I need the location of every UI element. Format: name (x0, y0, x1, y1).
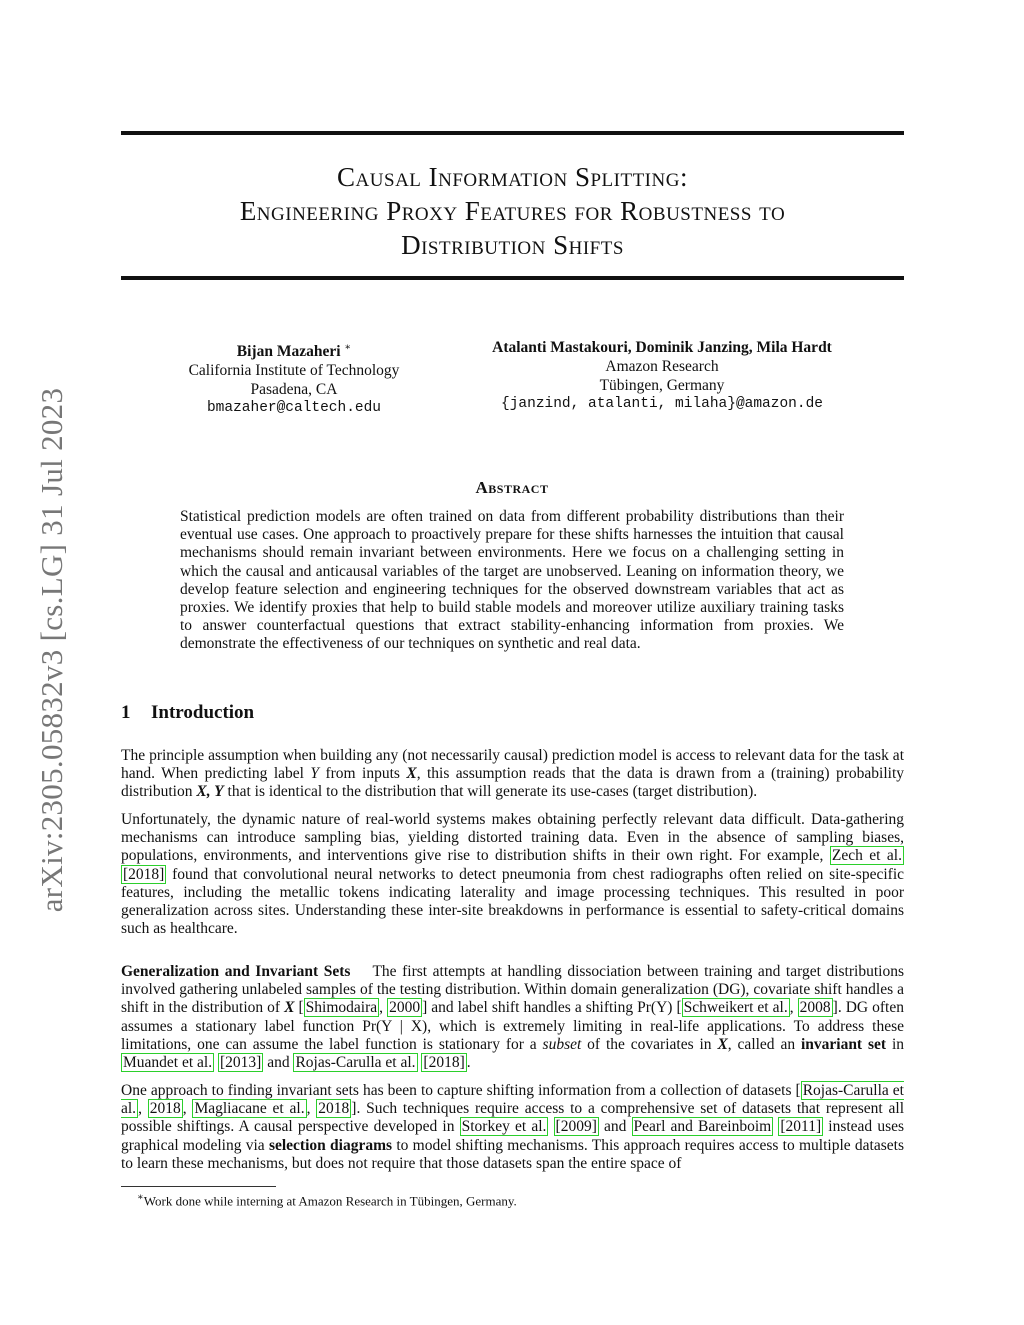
author-name: Bijan Mazaheri (236, 343, 341, 361)
footnote (137, 1192, 517, 1209)
citation-year-link[interactable]: [2018] (423, 1054, 465, 1072)
title-line-1: Causal Information Splitting: (337, 162, 688, 192)
citation-year-link[interactable]: [2018] (123, 865, 165, 883)
section-heading (121, 702, 254, 724)
author-names: Atalanti Mastakouri, Dominik Janzing, Mila Hardt (492, 339, 832, 356)
paragraph-3: Generalization and Invariant Sets The first attempts at handling dissociation between training and target distributions involved gathering unlabeled samples of the testing distribution. Within domain generalization (DG), covariate shift handles a shift in the distribution of X [ Shimodaira , 2000 ] and label shift handles a shifting Pr(Y) [ Schweikert et al. , 2008 ]. DG often assumes a stationary label function Pr(Y | X), which is extremely limiting in real-life applications. To address these limitations, one can assume the label function is stationary for a subset of the covariates in X, called an invariant set in Muandet et al. [2013] and Rojas-Carulla et al. [2018] . (121, 963, 905, 1072)
citation-year-link[interactable]: 2018 (318, 1100, 350, 1118)
author-location: Tübingen, Germany (599, 377, 725, 394)
math-XY: X, Y (196, 783, 224, 801)
author-email[interactable]: bmazaher@caltech.edu (206, 400, 382, 417)
paragraph-2: Unfortunately, the dynamic nature of real-world systems makes obtaining perfectly relevant data difficult. Data-gathering mechanisms can introduce sampling bias, yielding distorted training data. Even in the absence of sampling biases, populations, environments, and interventions give rise to distribution shifts in their own right. For example, Zech et al. [2018] found that convolutional neural networks to detect pneumonia from chest radiographs often relied on site-specific features, including the metallic tokens indicating laterality and image processing techniques. This resulted in poor generalization across sites. Understanding these inter-site breakdowns in performance is essential to safety-critical domains such as healthcare. (121, 811, 904, 938)
abstract-heading: Abstract (475, 478, 549, 497)
citation-link[interactable]: Magliacane et al. (194, 1100, 305, 1118)
citation-year-link[interactable]: 2000 (389, 999, 421, 1017)
section-number: 1 (121, 702, 131, 723)
citation-year-link[interactable]: 2018 (149, 1100, 181, 1118)
citation-year-link[interactable]: [2009] (555, 1118, 597, 1136)
author-affiliation: Amazon Research (605, 358, 719, 375)
citation-link[interactable]: Pearl and Bareinboim (633, 1118, 772, 1136)
title-top-rule (121, 131, 904, 135)
citation-link[interactable]: Zech et al. (831, 847, 902, 865)
title-bottom-rule (121, 276, 904, 280)
author-affiliation: California Institute of Technology (188, 362, 400, 380)
citation-link[interactable]: Storkey et al. (461, 1118, 547, 1136)
citation-link[interactable]: Shimodaira (305, 999, 378, 1017)
paragraph-heading: Generalization and Invariant Sets (121, 963, 351, 980)
paragraph-4: One approach to finding invariant sets has been to capture shifting information from a collection of datasets [ Rojas-Carulla et al. , 2018 , Magliacane et al. , 2018 ]. Such techniques require access to a comprehensive set of datasets that represent all possible shiftings. A causal perspective developed in Storkey et al. [2009] and Pearl and Bareinboim [2011] instead uses graphical modeling via selection diagrams to model shifting mechanisms. This approach requires access to multiple datasets to learn these mechanisms, but does not require that those datasets span the entire space of (121, 1082, 905, 1172)
citation-link[interactable]: Rojas-Carulla et al. (295, 1054, 416, 1072)
author-location: Pasadena, CA (250, 381, 338, 399)
footnote-rule (121, 1186, 276, 1187)
citation-year-link[interactable]: [2013] (219, 1054, 262, 1072)
author-footnote-mark: ∗ (344, 342, 352, 353)
paragraph-1: The principle assumption when building any (not necessarily causal) prediction model is access to relevant data for the task at hand. When predicting label Y from inputs X, this assumption reads that the data is drawn from a (training) probability distribution X, Y that is identical to the distribution that will generate its use-cases (target distribution). (121, 747, 905, 801)
citation-link[interactable]: Muandet et al. (123, 1054, 213, 1072)
abstract-text: Statistical prediction models are often trained on data from different probability distributions than their eventual use cases. One approach to proactively prepare for these shifts harnesses the intuition that causal mechanisms should remain invariant between environments. Here we focus on a challenging setting in which the causal and anticausal variables of the target are unobserved. Leaning on information theory, we develop feature selection and engineering techniques for the observed downstream variables that act as proxies. We identify proxies that help to build stable models and moreover utilize auxiliary training tasks to answer counterfactual questions that extract stability-enhancing information from proxies. We demonstrate the effectiveness of our techniques on synthetic and real data. (180, 508, 844, 653)
title-line-3: Distribution Shifts (401, 230, 624, 260)
section-title: Introduction (151, 702, 255, 723)
paper-title (121, 160, 904, 262)
citation-year-link[interactable]: 2008 (799, 999, 831, 1017)
citation-link[interactable]: Schweikert et al. (683, 999, 788, 1017)
math-Y: Y (310, 765, 320, 783)
footnote-mark: ∗ (137, 1192, 144, 1203)
term-selection-diagrams: selection diagrams (268, 1136, 393, 1154)
author-block-right (440, 338, 884, 414)
author-email[interactable]: {janzind, atalanti, milaha}@amazon.de (501, 396, 823, 412)
term-invariant-set: invariant set (800, 1035, 887, 1053)
citation-year-link[interactable]: [2011] (780, 1118, 822, 1136)
footnote-text: Work done while interning at Amazon Research in Tübingen, Germany. (143, 1193, 517, 1209)
citation-link[interactable]: Rojas-Carulla et al. (121, 1082, 904, 1118)
title-line-2: Engineering Proxy Features for Robustness to (239, 196, 786, 226)
author-block-left (160, 338, 428, 418)
math-X: X (406, 765, 417, 783)
arxiv-identifier: arXiv:2305.05832v3 [cs.LG] 31 Jul 2023 (34, 387, 69, 913)
